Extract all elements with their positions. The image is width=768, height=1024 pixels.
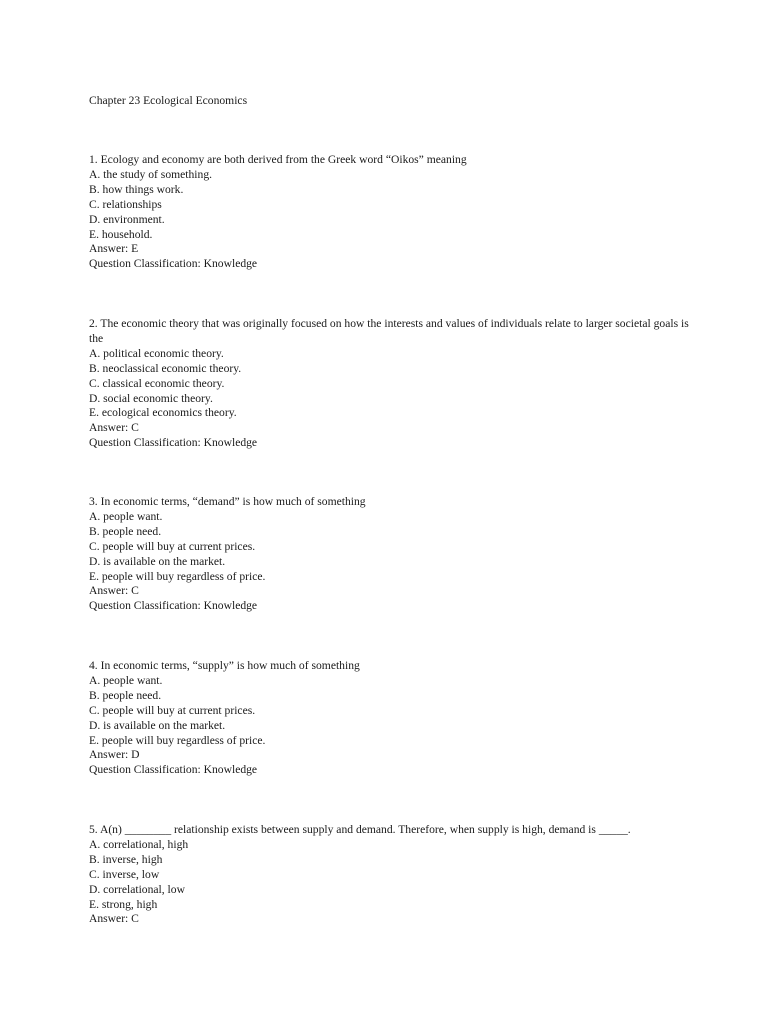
- chapter-title: Chapter 23 Ecological Economics: [89, 94, 248, 107]
- option-d: D. is available on the market.: [89, 718, 226, 732]
- option-d: D. social economic theory.: [89, 391, 213, 405]
- option-b: B. inverse, high: [89, 852, 163, 866]
- question-1: [89, 153, 699, 272]
- question-stem: 2. The economic theory that was originally focused on how the interests and values of individuals relate to larger societal goals is the: [89, 317, 692, 345]
- option-a: A. people want.: [89, 509, 163, 523]
- question-stem: 5. A(n) ________ relationship exists between supply and demand. Therefore, when supply is high, demand is _____.: [89, 823, 631, 836]
- question-3: [89, 495, 699, 614]
- answer-line: Answer: C: [89, 912, 139, 926]
- classification-line: Question Classification: Knowledge: [89, 436, 258, 450]
- option-c: C. people will buy at current prices.: [89, 703, 256, 717]
- question-stem: 1. Ecology and economy are both derived from the Greek word “Oikos” meaning: [89, 153, 467, 166]
- option-b: B. how things work.: [89, 182, 184, 196]
- option-c: C. people will buy at current prices.: [89, 539, 256, 553]
- option-a: A. political economic theory.: [89, 346, 224, 360]
- option-a: A. people want.: [89, 673, 163, 687]
- question-stem: 3. In economic terms, “demand” is how much of something: [89, 495, 366, 508]
- question-stem: 4. In economic terms, “supply” is how much of something: [89, 659, 360, 672]
- question-2: [89, 317, 699, 451]
- option-c: C. classical economic theory.: [89, 376, 225, 390]
- classification-line: Question Classification: Knowledge: [89, 599, 258, 613]
- answer-line: Answer: C: [89, 421, 139, 435]
- option-d: D. is available on the market.: [89, 554, 226, 568]
- classification-line: Question Classification: Knowledge: [89, 763, 258, 777]
- answer-line: Answer: C: [89, 584, 139, 598]
- option-a: A. correlational, high: [89, 837, 189, 851]
- option-a: A. the study of something.: [89, 167, 213, 181]
- option-b: B. people need.: [89, 524, 162, 538]
- option-d: D. correlational, low: [89, 882, 185, 896]
- option-b: B. people need.: [89, 688, 162, 702]
- question-4: [89, 659, 699, 778]
- option-c: C. relationships: [89, 197, 162, 211]
- option-e: E. strong, high: [89, 897, 158, 911]
- option-e: E. household.: [89, 227, 153, 241]
- question-5: [89, 823, 699, 927]
- option-e: E. people will buy regardless of price.: [89, 569, 266, 583]
- answer-line: Answer: E: [89, 242, 139, 256]
- option-d: D. environment.: [89, 212, 165, 226]
- answer-line: Answer: D: [89, 748, 140, 762]
- option-e: E. people will buy regardless of price.: [89, 733, 266, 747]
- classification-line: Question Classification: Knowledge: [89, 257, 258, 271]
- option-c: C. inverse, low: [89, 867, 160, 881]
- option-b: B. neoclassical economic theory.: [89, 361, 242, 375]
- option-e: E. ecological economics theory.: [89, 406, 237, 420]
